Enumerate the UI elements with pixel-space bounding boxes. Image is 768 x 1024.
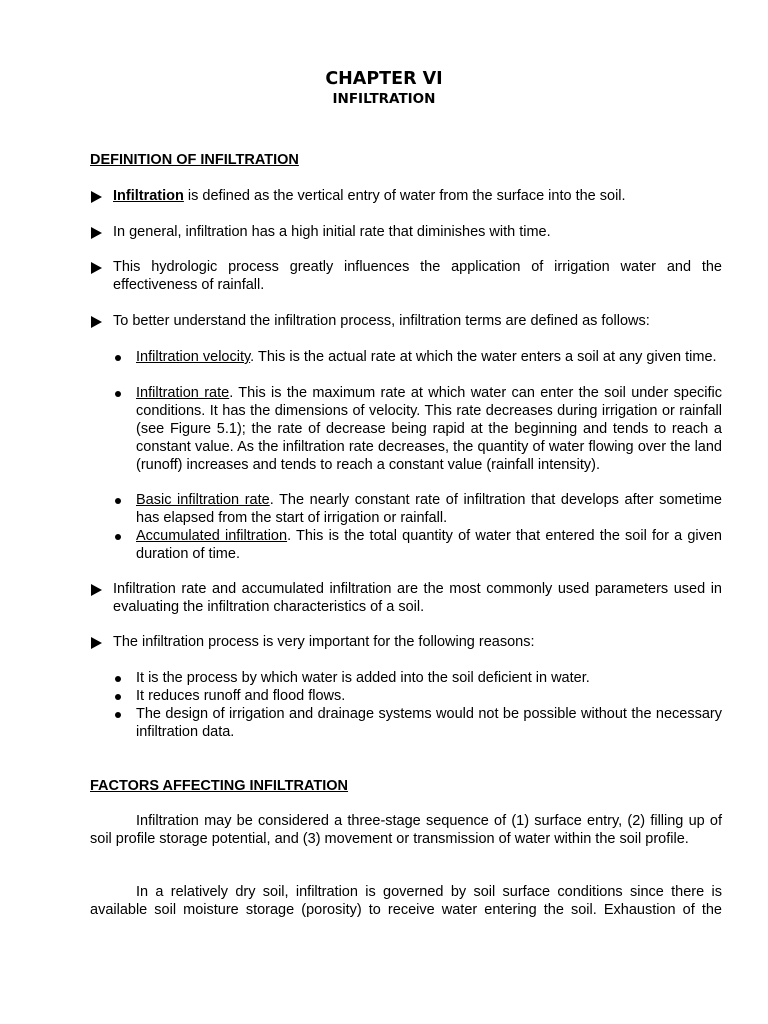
triangle-bullet-icon <box>91 316 102 328</box>
triangle-bullet-icon <box>91 191 102 203</box>
bullet-dot-icon <box>115 391 121 397</box>
triangle-bullet-icon <box>91 262 102 274</box>
reason-text: The design of irrigation and drainage systems would not be possible without the necessary infiltration data. <box>136 706 722 740</box>
point-text: Infiltration rate and accumulated infiltration are the most commonly used parameters used in evaluating the infiltration characteristics of a soil. <box>113 581 722 615</box>
term-definition: . This is the actual rate at which the water enters a soil at any given time. <box>250 349 717 365</box>
section-heading-factors: FACTORS AFFECTING INFILTRATION <box>90 778 349 794</box>
paragraph: Infiltration may be considered a three-stage sequence of (1) surface entry, (2) filling up of soil profile storage potential, and (3) movement or transmission of water within the soil profile. <box>90 813 722 847</box>
chapter-title: CHAPTER VI <box>325 69 443 89</box>
point-text: This hydrologic process greatly influences the application of irrigation water and the effectiveness of rainfall. <box>113 259 722 293</box>
term-label: Infiltration rate <box>136 385 230 401</box>
point-text: To better understand the infiltration process, infiltration terms are defined as follows: <box>113 313 650 329</box>
bullet-dot-icon <box>115 498 121 504</box>
bullet-dot-icon <box>115 712 121 718</box>
triangle-bullet-icon <box>91 227 102 239</box>
section-heading-definition: DEFINITION OF INFILTRATION <box>90 152 299 168</box>
term-definition: . This is the maximum rate at which water can enter the soil under specific conditions. It has the dimensions of velocity. This rate decreases during irrigation or rainfall (see Figure 5.1); the rate of decrease being rapid at the beginning and tends to reach a constant value. As the infiltration rate decreases, the quantity of water flowing over the land (runoff) increases and tends to reach a constant value (rainfall intensity). <box>136 385 722 473</box>
point-text: is defined as the vertical entry of water from the surface into the soil. <box>183 188 626 204</box>
point-text: In general, infiltration has a high initial rate that diminishes with time. <box>113 224 551 240</box>
bullet-dot-icon <box>115 355 121 361</box>
term-definition: . This is the total quantity of water that entered the soil for a given duration of time. <box>136 528 722 562</box>
term-infiltration: Infiltration <box>113 188 184 204</box>
bullet-dot-icon <box>115 534 121 540</box>
triangle-bullet-icon <box>91 637 102 649</box>
triangle-bullet-icon <box>91 584 102 596</box>
reason-text: It is the process by which water is added into the soil deficient in water. <box>136 670 590 686</box>
term-label: Infiltration velocity <box>136 349 251 365</box>
paragraph: In a relatively dry soil, infiltration is governed by soil surface conditions since there is available soil moisture storage (porosity) to receive water entering the soil. Exhaustion of the <box>90 884 722 918</box>
term-label: Basic infiltration rate <box>136 492 270 508</box>
bullet-dot-icon <box>115 676 121 682</box>
term-label: Accumulated infiltration <box>136 528 288 544</box>
reason-text: It reduces runoff and flood flows. <box>136 688 346 704</box>
bullet-dot-icon <box>115 694 121 700</box>
point-text: The infiltration process is very important for the following reasons: <box>113 634 535 650</box>
term-definition: . The nearly constant rate of infiltration that develops after sometime has elapsed from the start of irrigation or rainfall. <box>136 492 722 526</box>
chapter-subtitle: INFILTRATION <box>332 91 436 107</box>
